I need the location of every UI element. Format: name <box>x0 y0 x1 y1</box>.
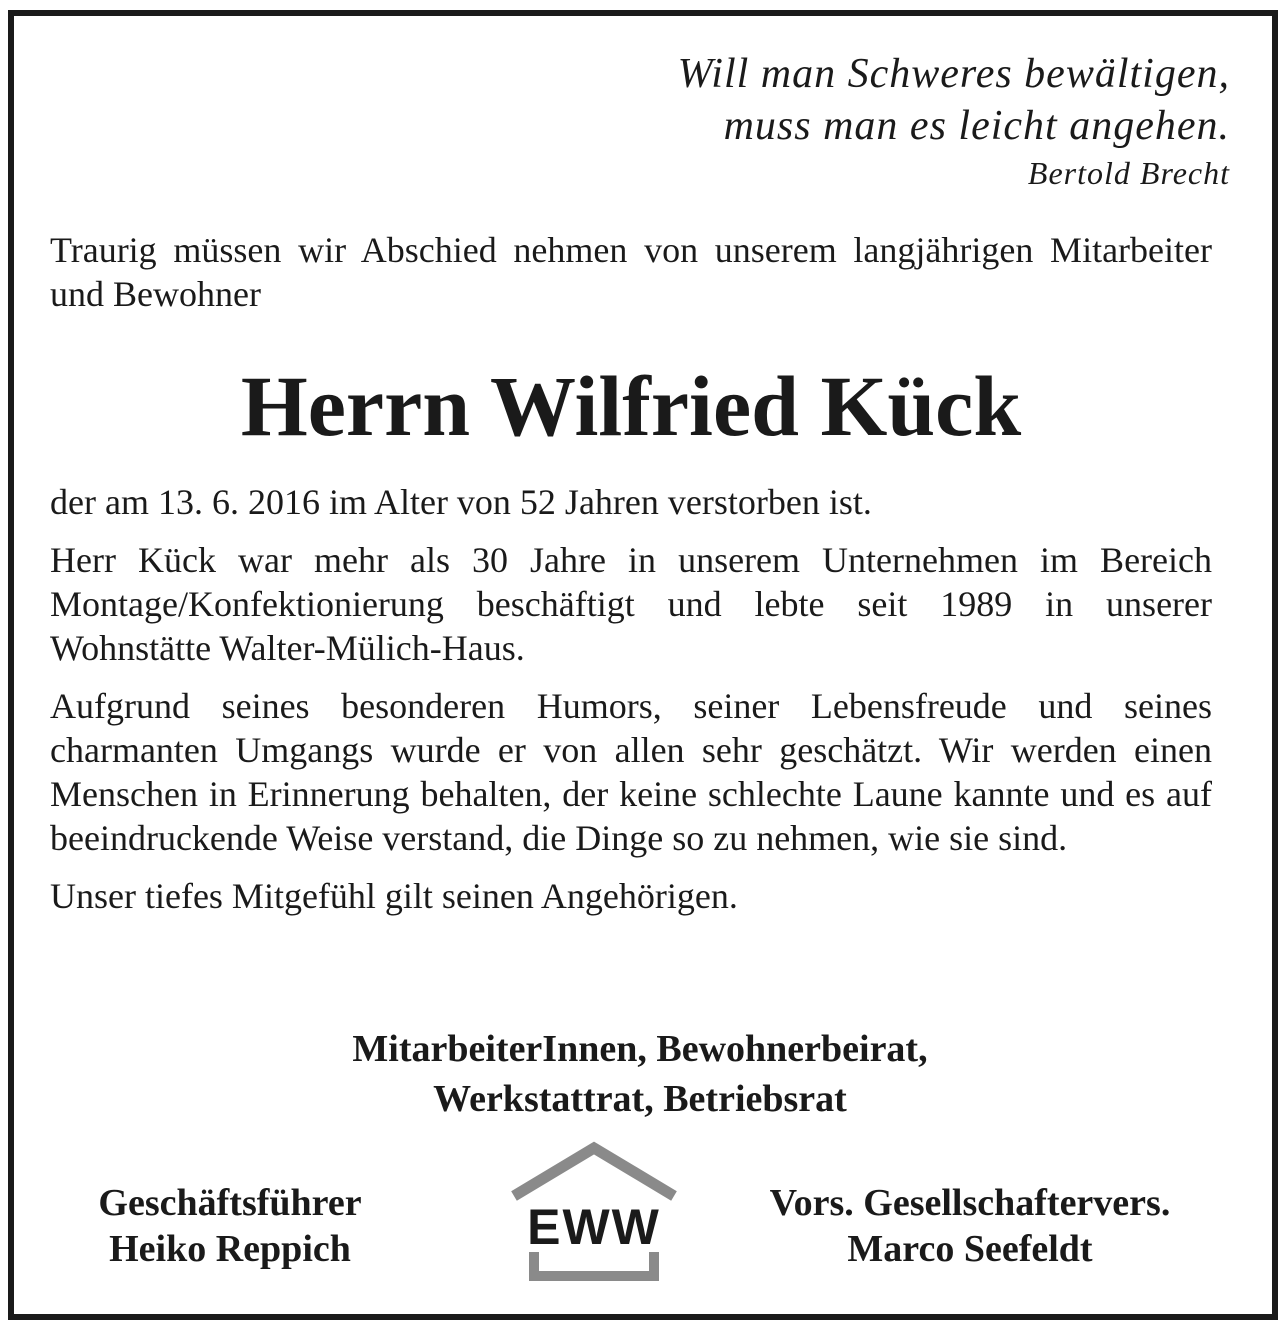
signers-block <box>0 1024 1280 1124</box>
quote-author: Bertold Brecht <box>1027 155 1230 191</box>
left-title: Geschäftsführer <box>98 1182 362 1224</box>
intro-text: Traurig müssen wir Abschied nehmen von unserem langjährigen Mitarbeiter und Bewohner <box>50 230 1212 314</box>
quote-block <box>678 48 1230 194</box>
logo-text: EWW <box>527 1199 661 1255</box>
paragraph-condolence: Unser tiefes Mitgefühl gilt seinen Angehörigen. <box>50 876 738 916</box>
quote-line-2: muss man es leicht angehen. <box>723 103 1230 149</box>
obituary-body <box>50 228 1212 918</box>
quote-line-1: Will man Schweres bewältigen, <box>677 51 1230 97</box>
paragraph-career: Herr Kück war mehr als 30 Jahre in unserem Unternehmen im Bereich Montage/Konfektionierung beschäftigt und lebte seit 1989 in unserer Wohnstätte Walter-Mülich-Haus. <box>50 540 1212 668</box>
footer-left-signature <box>50 1180 410 1272</box>
paragraph-death-date: der am 13. 6. 2016 im Alter von 52 Jahren verstorben ist. <box>50 482 872 522</box>
signers-line-2: Werkstattrat, Betriebsrat <box>433 1078 847 1120</box>
right-name: Marco Seefeldt <box>847 1228 1093 1270</box>
deceased-name: Herrn Wilfried Kück <box>240 358 1022 454</box>
left-name: Heiko Reppich <box>109 1228 351 1270</box>
eww-logo <box>508 1138 680 1286</box>
paragraph-character: Aufgrund seines besonderen Humors, seiner Lebensfreude und seines charmanten Umgangs wurde er von allen sehr geschätzt. Wir werden einen Menschen in Erinnerung behalten, der keine schlechte Laune kannte und es auf beeindruckende Weise verstand, die Dinge so zu nehmen, wie sie sind. <box>50 686 1212 858</box>
right-title: Vors. Gesellschaftervers. <box>769 1182 1171 1224</box>
footer-right-signature <box>710 1180 1230 1272</box>
signers-line-1: MitarbeiterInnen, Bewohnerbeirat, <box>352 1028 928 1070</box>
